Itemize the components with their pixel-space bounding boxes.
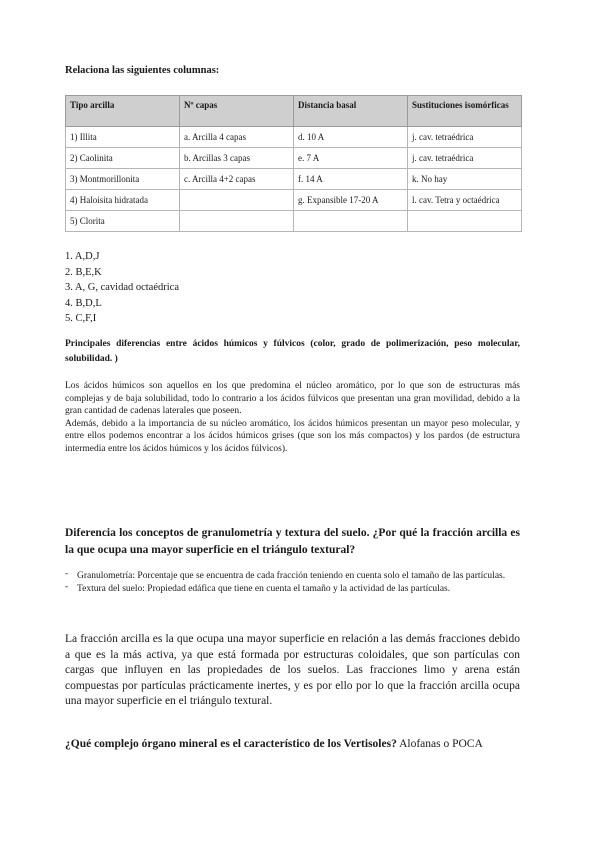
table-cell: g. Expansible 17-20 A xyxy=(294,190,408,211)
table-cell xyxy=(180,211,294,232)
table-cell: c. Arcilla 4+2 capas xyxy=(180,169,294,190)
table-row xyxy=(66,190,522,211)
list-item: 1. A,D,J xyxy=(65,251,100,262)
header-n-capas: Nº capas xyxy=(180,96,294,127)
table-cell: b. Arcillas 3 capas xyxy=(180,148,294,169)
table-cell: d. 10 A xyxy=(294,127,408,148)
header-tipo-arcilla: Tipo arcilla xyxy=(66,96,180,127)
dash-bullet-icon: - xyxy=(65,581,69,592)
definition-granulometria: Granulometría: Porcentaje que se encuentra de cada fracción teniendo en cuenta solo el tamaño de las partículas. xyxy=(77,571,506,581)
table-cell xyxy=(408,211,522,232)
section2-question: Principales diferencias entre ácidos húmicos y fúlvicos (color, grado de polimerización, peso molecular, solubilidad. ) xyxy=(65,339,520,364)
table-cell: 4) Haloisita hidratada xyxy=(66,190,180,211)
table-row xyxy=(66,127,522,148)
section2-paragraph-2: Además, debido a la importancia de su núcleo aromático, los ácidos húmicos presentan un mayor peso molecular, y entre ellos podemos encontrar a los ácidos húmicos grises (que son los más compactos) y los pardos (de estructura intermedia entre los ácidos húmicos y los ácidos fúlvicos). xyxy=(65,418,520,454)
section2-paragraph-1: Los ácidos húmicos son aquellos en los que predomina el núcleo aromático, por lo que son de estructuras más complejas y de baja solubilidad, todo lo contrario a los ácidos fúlvicos que presentan una gran movilidad, debido a la gran cantidad de cadenas laterales que poseen. xyxy=(65,381,520,416)
section4-answer: Alofanas o POCA xyxy=(399,738,483,750)
table-cell: f. 14 A xyxy=(294,169,408,190)
table-cell: l. cav. Tetra y octaédrica xyxy=(408,190,522,211)
table-cell: 3) Montmorillonita xyxy=(66,169,180,190)
list-item: 5. C,F,I xyxy=(65,313,97,324)
clay-columns-table xyxy=(65,95,522,232)
section4-question: ¿Qué complejo órgano mineral es el característico de los Vertisoles? xyxy=(65,738,397,750)
list-item: 3. A, G, cavidad octaédrica xyxy=(65,282,179,293)
section2-answer xyxy=(65,380,520,455)
section3-paragraph: La fracción arcilla es la que ocupa una mayor superficie en relación a las demás fracciones debido a que es la más activa, ya que está formada por estructuras coloidales, que son partículas con cargas que influyen en las propiedades de los suelos. Las fracciones limo y arena están compuestas por partículas prácticamente inertes, y es por ello por lo que la fracción arcilla ocupa una mayor superficie en el triángulo textural. xyxy=(65,633,520,707)
list-item: 2. B,E,K xyxy=(65,266,102,278)
list-item xyxy=(65,583,520,596)
table-row xyxy=(66,169,522,190)
header-distancia-basal: Distancia basal xyxy=(294,96,408,127)
table-header-row xyxy=(66,96,522,127)
table-row xyxy=(66,148,522,169)
dash-bullet-icon: - xyxy=(65,569,69,579)
table-cell: a. Arcilla 4 capas xyxy=(180,127,294,148)
list-item: 4. B,D,L xyxy=(65,297,102,309)
definition-textura: Textura del suelo: Propiedad edáfica que tiene en cuenta el tamaño y la actividad de las partículas. xyxy=(77,583,451,594)
table-cell: 2) Caolinita xyxy=(66,148,180,169)
table-cell xyxy=(294,211,408,232)
section1-title: Relaciona las siguientes columnas: xyxy=(65,65,220,76)
table-cell: e. 7 A xyxy=(294,148,408,169)
table-cell: j. cav. tetraédrica xyxy=(408,127,522,148)
table-row xyxy=(66,211,522,232)
definitions-list xyxy=(65,570,520,595)
header-sustituciones: Sustituciones isomórficas xyxy=(408,96,522,127)
answers-list xyxy=(65,249,179,327)
section4-line xyxy=(65,737,525,752)
table-cell xyxy=(180,190,294,211)
table-cell: k. No hay xyxy=(408,169,522,190)
table-cell: j. cav. tetraédrica xyxy=(408,148,522,169)
table-cell: 1) Illita xyxy=(66,127,180,148)
table-cell: 5) Clorita xyxy=(66,211,180,232)
section3-question: Diferencia los conceptos de granulometría y textura del suelo. ¿Por qué la fracción arcilla es la que ocupa una mayor superficie en el triángulo textural? xyxy=(65,527,520,556)
list-item xyxy=(65,570,520,583)
